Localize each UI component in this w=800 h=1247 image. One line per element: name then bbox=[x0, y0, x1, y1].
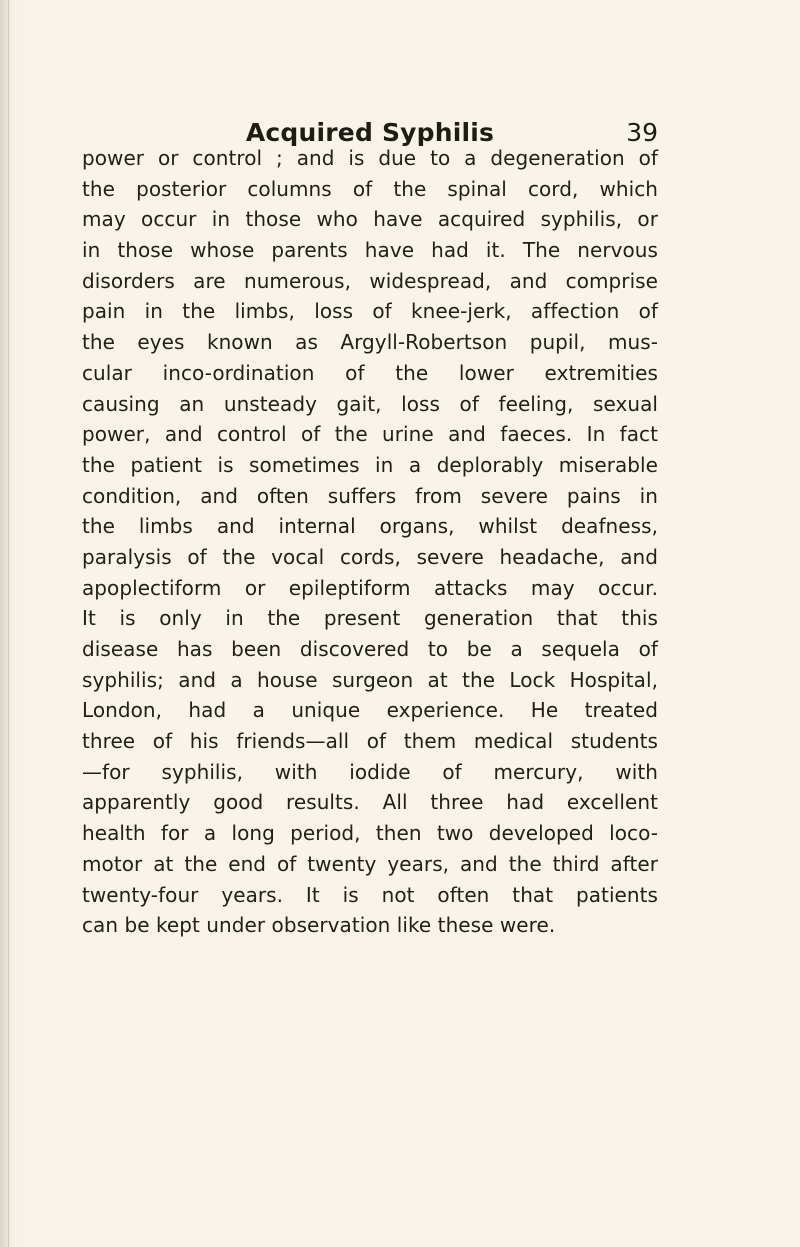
text-line: in those whose parents have had it. The nervous bbox=[82, 238, 658, 263]
text-line: causing an unsteady gait, loss of feeling, sexual bbox=[82, 391, 658, 416]
text-line: London, had a unique experience. He treated bbox=[82, 698, 658, 723]
text-line: twenty-four years. It is not often that patients bbox=[82, 882, 658, 907]
page-binding-line bbox=[8, 0, 9, 1247]
page-binding-shadow bbox=[0, 0, 12, 1247]
text-line: the patient is sometimes in a deplorably miserable bbox=[82, 452, 658, 477]
text-line: It is only in the present generation that this bbox=[82, 606, 658, 631]
text-line: syphilis; and a house surgeon at the Lock Hospital, bbox=[82, 667, 658, 692]
text-line: paralysis of the vocal cords, severe headache, and bbox=[82, 544, 658, 569]
text-line: health for a long period, then two developed loco- bbox=[82, 821, 658, 846]
text-line: pain in the limbs, loss of knee-jerk, affection of bbox=[82, 299, 658, 324]
text-line: power or control ; and is due to a degeneration of bbox=[82, 146, 658, 170]
text-line: the posterior columns of the spinal cord, which bbox=[82, 176, 658, 201]
text-line: condition, and often suffers from severe pains in bbox=[82, 483, 658, 508]
text-line: motor at the end of twenty years, and the third after bbox=[82, 851, 658, 876]
text-line: the eyes known as Argyll-Robertson pupil, mus- bbox=[82, 330, 658, 355]
text-line: disease has been discovered to be a sequela of bbox=[82, 637, 658, 661]
text-line: power, and control of the urine and faeces. In fact bbox=[82, 422, 658, 447]
text-line: can be kept under observation like these were. bbox=[82, 913, 556, 938]
text-line: may occur in those who have acquired syphilis, or bbox=[82, 207, 658, 232]
running-title: Acquired Syphilis bbox=[245, 118, 495, 147]
text-line: the limbs and internal organs, whilst deafness, bbox=[82, 514, 658, 539]
body-text bbox=[82, 143, 658, 941]
text-line: three of his friends—all of them medical students bbox=[82, 729, 658, 754]
text-line: apoplectiform or epileptiform attacks may occur. bbox=[82, 575, 658, 600]
page-number: 39 bbox=[626, 118, 658, 147]
text-line: apparently good results. All three had excellent bbox=[82, 790, 658, 815]
text-line: cular inco-ordination of the lower extremities bbox=[82, 360, 658, 385]
text-line: —for syphilis, with iodide of mercury, with bbox=[82, 759, 658, 784]
text-line: disorders are numerous, widespread, and comprise bbox=[82, 268, 658, 293]
